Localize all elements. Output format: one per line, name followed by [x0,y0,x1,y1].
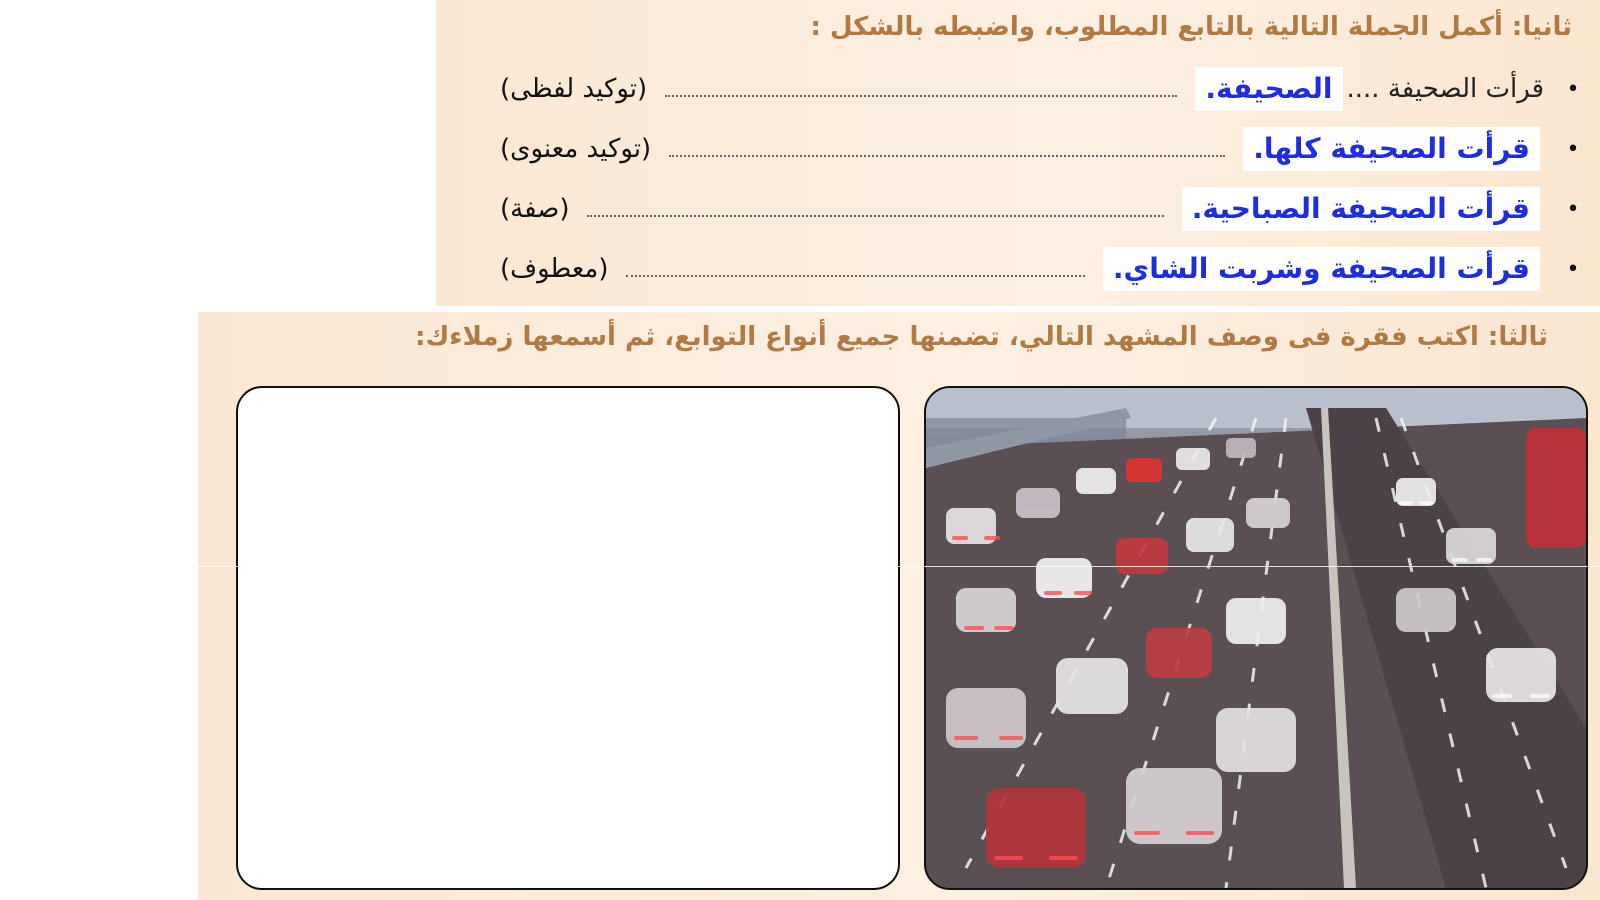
row-prefix: قرأت الصحيفة .... [1346,74,1544,104]
dotted-line [669,155,1225,157]
section2-heading: ثانيا: أكمل الجملة التالية بالتابع المطلوب، واضبطه بالشكل : [810,12,1572,42]
bullet-icon: • [1566,76,1580,102]
exercise-row [500,64,1580,114]
highway-illustration [926,388,1586,888]
answer-text[interactable]: قرأت الصحيفة الصباحية. [1182,187,1540,231]
bullet-icon: • [1566,256,1580,282]
hint-label: (توكيد لفظى) [500,74,648,104]
exercise-row [500,124,1580,174]
answer-text[interactable]: قرأت الصحيفة وشربت الشاي. [1103,247,1540,291]
scan-artifact-line [198,566,1600,567]
dotted-line [587,215,1163,217]
answer-text[interactable]: الصحيفة. [1195,67,1342,111]
bullet-icon: • [1566,136,1580,162]
section3-heading: ثالثا: اكتب فقرة فى وصف المشهد التالي، تضمنها جميع أنواع التوابع، ثم أسمعها زملاءك: [415,322,1548,352]
bullet-icon: • [1566,196,1580,222]
hint-label: (توكيد معنوى) [500,134,652,164]
dotted-line [626,275,1084,277]
hint-label: (صفة) [500,194,570,224]
hint-label: (معطوف) [500,254,609,284]
exercise-row [500,184,1580,234]
writing-area[interactable] [236,386,900,890]
dotted-line [665,95,1177,97]
exercise-row [500,244,1580,294]
traffic-photo [924,386,1588,890]
answer-text[interactable]: قرأت الصحيفة كلها. [1243,127,1540,171]
